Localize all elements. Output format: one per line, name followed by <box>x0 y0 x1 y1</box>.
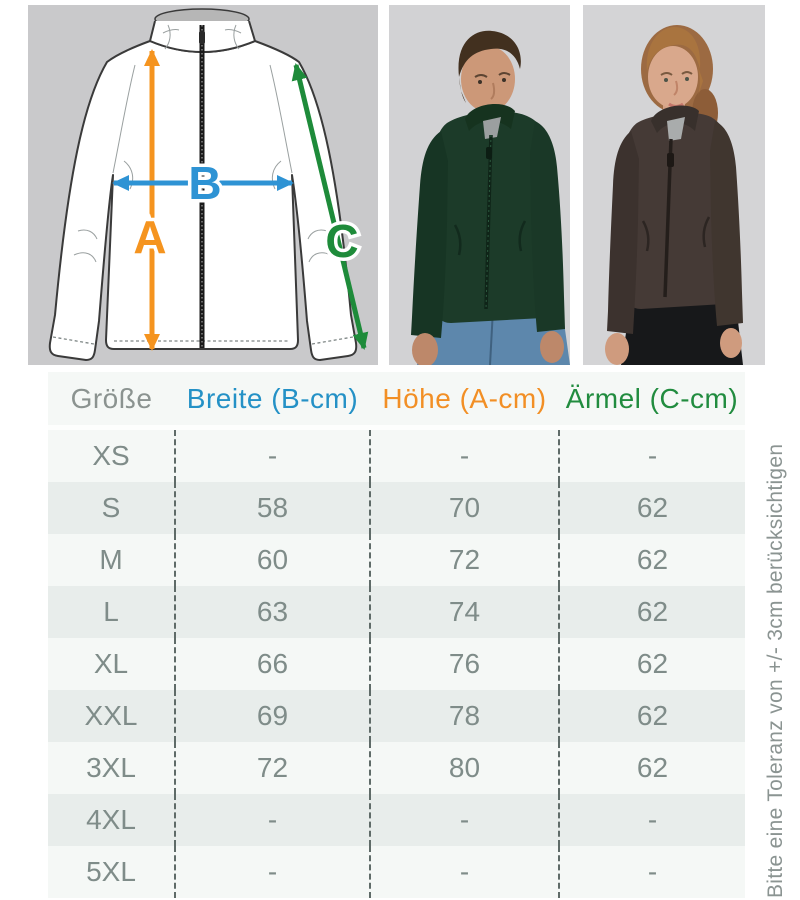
breite-cell: - <box>175 794 370 846</box>
sleeve-label: C <box>325 215 359 267</box>
size-cell: XL <box>93 648 129 679</box>
hoehe-cell: 74 <box>370 586 559 638</box>
female-model-illustration <box>583 5 765 365</box>
size-diagram-panel <box>28 5 378 365</box>
breite-cell: 66 <box>175 638 370 690</box>
hoehe-cell: - <box>370 428 559 483</box>
col-header-3: Ärmel (C-cm) <box>559 372 745 428</box>
model-photo-male <box>389 5 570 365</box>
size-cell: 5XL <box>86 856 136 887</box>
table-row <box>48 534 745 586</box>
aermel-cell: 62 <box>559 742 745 794</box>
jacket-outline-drawing <box>28 5 378 365</box>
male-model-illustration <box>389 5 570 365</box>
col-header-0: Größe <box>48 372 175 428</box>
size-cell: S <box>101 492 121 523</box>
table-row <box>48 428 745 483</box>
aermel-cell: 62 <box>559 482 745 534</box>
size-cell: 4XL <box>86 804 136 835</box>
size-table <box>48 372 745 898</box>
table-row <box>48 482 745 534</box>
tolerance-note: Bitte eine Toleranz von +/- 3cm berücksichtigen <box>764 443 787 898</box>
table-row <box>48 742 745 794</box>
table-row <box>48 638 745 690</box>
aermel-cell: 62 <box>559 534 745 586</box>
table-row <box>48 794 745 846</box>
breite-cell: - <box>175 846 370 898</box>
model-photo-female <box>583 5 765 365</box>
hoehe-cell: 80 <box>370 742 559 794</box>
breite-cell: 58 <box>175 482 370 534</box>
aermel-cell: - <box>559 794 745 846</box>
size-cell: 3XL <box>86 752 136 783</box>
table-header-row <box>48 372 745 428</box>
aermel-cell: - <box>559 846 745 898</box>
height-label: A <box>133 211 167 263</box>
breite-cell: - <box>175 428 370 483</box>
col-header-1: Breite (B-cm) <box>175 372 370 428</box>
col-header-2: Höhe (A-cm) <box>370 372 559 428</box>
aermel-cell: 62 <box>559 690 745 742</box>
aermel-cell: 62 <box>559 638 745 690</box>
table-row <box>48 690 745 742</box>
hoehe-cell: 76 <box>370 638 559 690</box>
hoehe-cell: 70 <box>370 482 559 534</box>
size-cell: M <box>99 544 123 575</box>
aermel-cell: 62 <box>559 586 745 638</box>
breite-cell: 69 <box>175 690 370 742</box>
size-cell: XS <box>92 440 130 471</box>
aermel-cell: - <box>559 428 745 483</box>
hoehe-cell: - <box>370 794 559 846</box>
breite-cell: 72 <box>175 742 370 794</box>
size-cell: XXL <box>84 700 138 731</box>
breite-cell: 63 <box>175 586 370 638</box>
table-row <box>48 586 745 638</box>
table-row <box>48 846 745 898</box>
width-label: B <box>188 157 222 209</box>
size-cell: L <box>103 596 119 627</box>
hoehe-cell: - <box>370 846 559 898</box>
hoehe-cell: 72 <box>370 534 559 586</box>
breite-cell: 60 <box>175 534 370 586</box>
hoehe-cell: 78 <box>370 690 559 742</box>
